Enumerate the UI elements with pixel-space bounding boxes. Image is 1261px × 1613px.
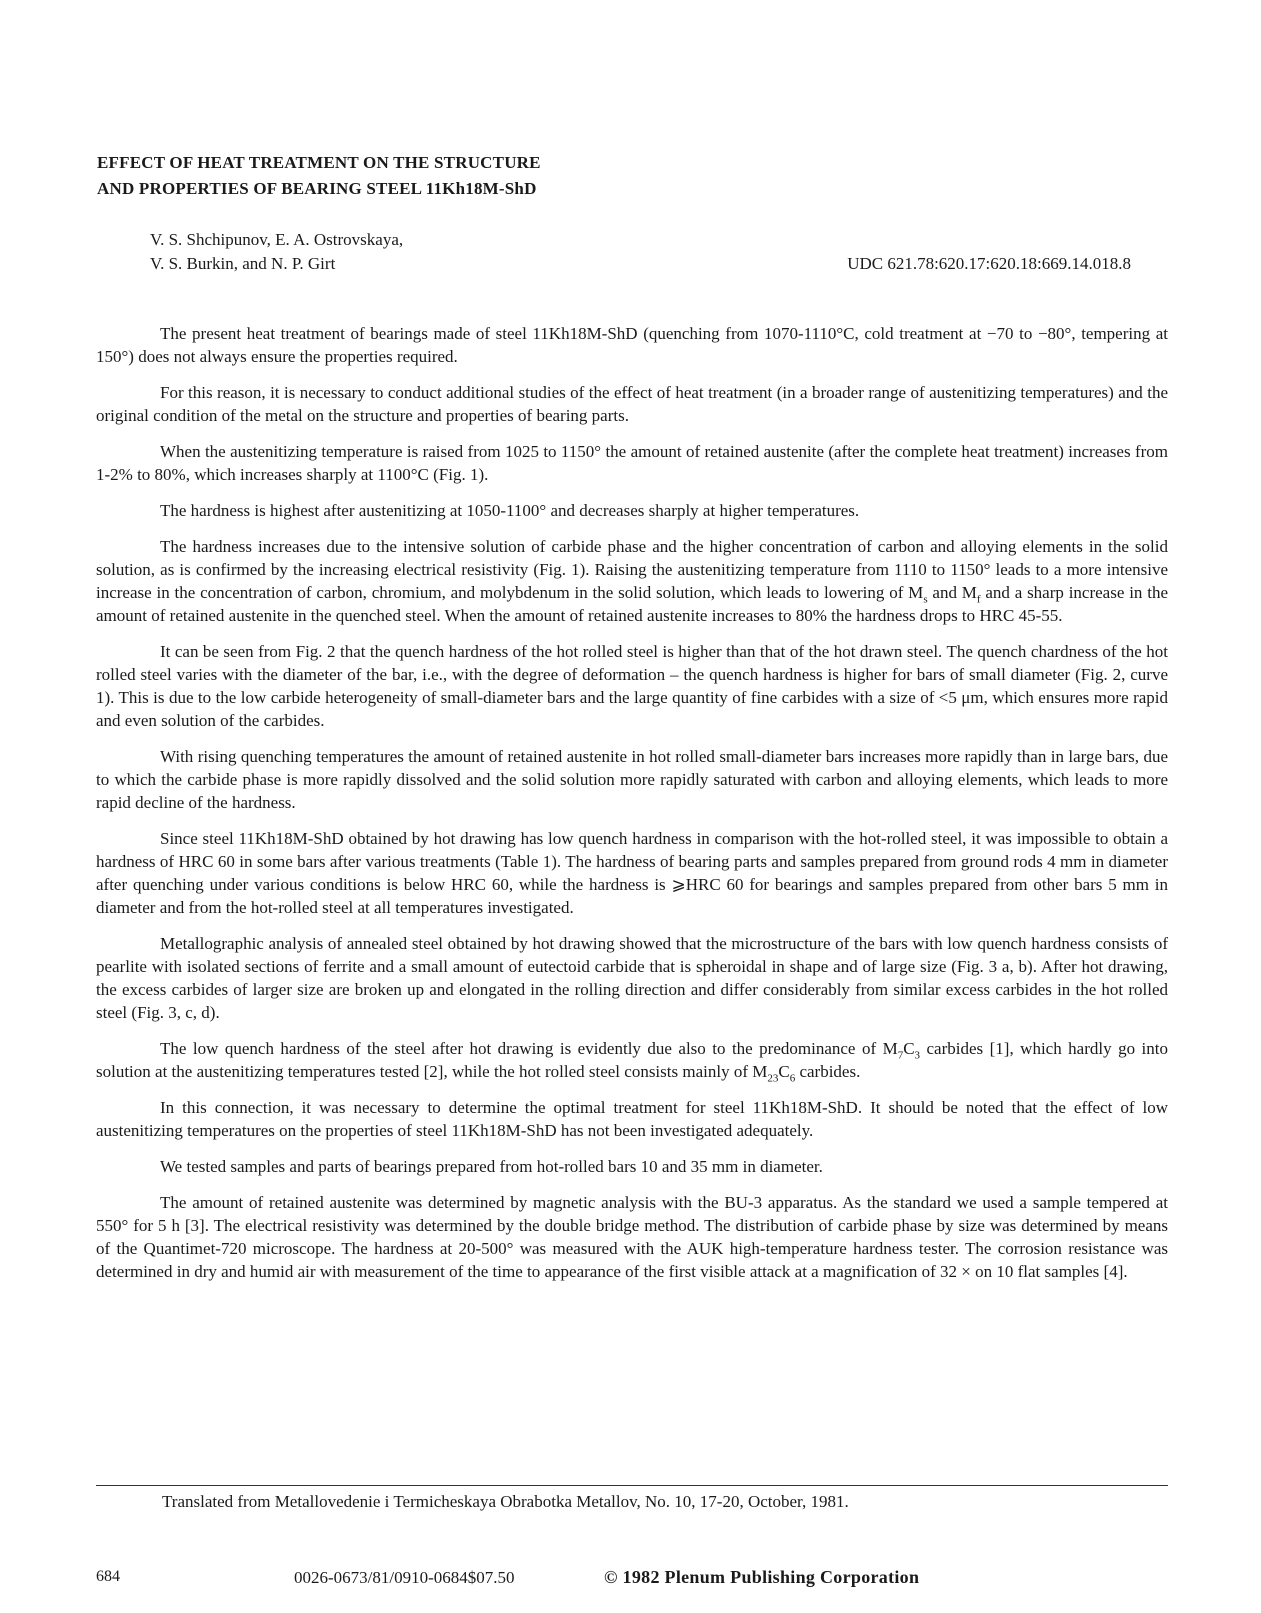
subscript: 7 bbox=[897, 1049, 904, 1062]
authors-line-2: V. S. Burkin, and N. P. Girt bbox=[150, 254, 336, 273]
subscript: 3 bbox=[914, 1049, 921, 1062]
footnote-divider bbox=[96, 1485, 1168, 1486]
subscript: s bbox=[923, 593, 928, 606]
paragraph: The amount of retained austenite was determined by magnetic analysis with the BU-3 apparatus. As the standard we used a sample tempered at 550° for 5 h [3]. The electrical resistivity was determined by the double bridge method. The distribution of carbide phase by size was determined by means of the Quantimet-720 microscope. The hardness at 20-500° was measured with the AUK high-temperature hardness tester. The corrosion resistance was determined in dry and humid air with measurement of the time to appearance of the first visible attack at a magnification of 32 × on 10 flat samples [4]. bbox=[96, 1193, 1168, 1281]
paragraph-text: The low quench hardness of the steel after hot drawing is evidently due also to the predominance of M bbox=[160, 1039, 898, 1058]
translation-note: Translated from Metallovedenie i Termicheskaya Obrabotka Metallov, No. 10, 17-20, October, 1981. bbox=[162, 1492, 849, 1511]
paragraph: We tested samples and parts of bearings prepared from hot-rolled bars 10 and 35 mm in diameter. bbox=[160, 1157, 823, 1176]
paragraph: The present heat treatment of bearings made of steel 11Kh18M-ShD (quenching from 1070-1110°C, cold treatment at −70 to −80°, tempering at 150°) does not always ensure the properties required. bbox=[96, 324, 1168, 366]
paragraph-text: and M bbox=[927, 583, 977, 602]
article-title bbox=[97, 150, 797, 202]
article-body bbox=[96, 322, 1168, 1283]
paragraph: For this reason, it is necessary to conduct additional studies of the effect of heat treatment (in a broader range of austenitizing temperatures) and the original condition of the metal on the structure and properties of bearing parts. bbox=[96, 383, 1168, 425]
paragraph: When the austenitizing temperature is raised from 1025 to 1150° the amount of retained austenite (after the complete heat treatment) increases from 1-2% to 80%, which increases sharply at 1100°C (Fig. 1). bbox=[96, 442, 1168, 484]
paragraph-text: carbides [1], which hardly go into solution at the austenitizing temperatures tested [2], while the hot rolled steel consists mainly of M bbox=[96, 1039, 1168, 1081]
authors-line-1: V. S. Shchipunov, E. A. Ostrovskaya, bbox=[150, 230, 404, 249]
udc-code: UDC 621.78:620.17:620.18:669.14.018.8 bbox=[847, 254, 1131, 273]
authors bbox=[150, 228, 650, 276]
paragraph-text: carbides. bbox=[795, 1062, 861, 1081]
subscript: 6 bbox=[789, 1072, 796, 1085]
article-code: 0026-0673/81/0910-0684$07.50 bbox=[294, 1568, 515, 1587]
paragraph bbox=[96, 535, 1168, 627]
paragraph bbox=[96, 1037, 1168, 1083]
copyright: © 1982 Plenum Publishing Corporation bbox=[604, 1567, 920, 1587]
paragraph-text: and a sharp increase in the amount of retained austenite in the quenched steel. When the amount of retained austenite increases to 80% the hardness drops to HRC 45-55. bbox=[96, 583, 1168, 625]
paragraph-text: C bbox=[778, 1062, 790, 1081]
paragraph: It can be seen from Fig. 2 that the quench hardness of the hot rolled steel is higher than that of the hot drawn steel. The quench chardness of the hot rolled steel varies with the diameter of the bar, i.e., with the degree of deformation – the quench hardness is higher for bars of small diameter (Fig. 2, curve 1). This is due to the low carbide heterogeneity of small-diameter bars and the large quantity of fine carbides with a size of <5 μm, which ensures more rapid and even solution of the carbides. bbox=[96, 642, 1168, 730]
page-number: 684 bbox=[96, 1568, 120, 1585]
paragraph-text: C bbox=[903, 1039, 915, 1058]
paragraph: Since steel 11Kh18M-ShD obtained by hot drawing has low quench hardness in comparison with the hot-rolled steel, it was impossible to obtain a hardness of HRC 60 in some bars after various treatments (Table 1). The hardness of bearing parts and samples prepared from ground rods 4 mm in diameter after quenching under various conditions is below HRC 60, while the hardness is ⩾HRC 60 for bearings and samples prepared from other bars 5 mm in diameter and from the hot-rolled steel at all temperatures investigated. bbox=[96, 829, 1168, 917]
paragraph: With rising quenching temperatures the amount of retained austenite in hot rolled small-diameter bars increases more rapidly than in large bars, due to which the carbide phase is more rapidly dissolved and the solid solution more rapidly saturated with carbon and alloying elements, which leads to more rapid decline of the hardness. bbox=[96, 747, 1168, 812]
subscript: f bbox=[976, 593, 981, 606]
paragraph: Metallographic analysis of annealed steel obtained by hot drawing showed that the microstructure of the bars with low quench hardness consists of pearlite with isolated sections of ferrite and a small amount of eutectoid carbide that is spheroidal in shape and of large size (Fig. 3 a, b). After hot drawing, the excess carbides of larger size are broken up and elongated in the rolling direction and differ considerably from similar excess carbides in the hot rolled steel (Fig. 3, c, d). bbox=[96, 934, 1168, 1022]
subscript: 23 bbox=[767, 1072, 779, 1085]
paragraph-text: The hardness increases due to the intensive solution of carbide phase and the higher concentration of carbon and alloying elements in the solid solution, as is confirmed by the increasing electrical resistivity (Fig. 1). Raising the austenitizing temperature from 1110 to 1150° leads to a more intensive increase in the concentration of carbon, chromium, and molybdenum in the solid solution, which leads to lowering of M bbox=[96, 537, 1168, 602]
title-line-1: EFFECT OF HEAT TREATMENT ON THE STRUCTURE bbox=[97, 153, 541, 172]
paragraph: In this connection, it was necessary to determine the optimal treatment for steel 11Kh18M-ShD. It should be noted that the effect of low austenitizing temperatures on the properties of steel 11Kh18M-ShD has not been investigated adequately. bbox=[96, 1098, 1168, 1140]
paragraph: The hardness is highest after austenitizing at 1050-1100° and decreases sharply at higher temperatures. bbox=[160, 501, 860, 520]
title-line-2: AND PROPERTIES OF BEARING STEEL 11Kh18M-ShD bbox=[97, 179, 537, 198]
